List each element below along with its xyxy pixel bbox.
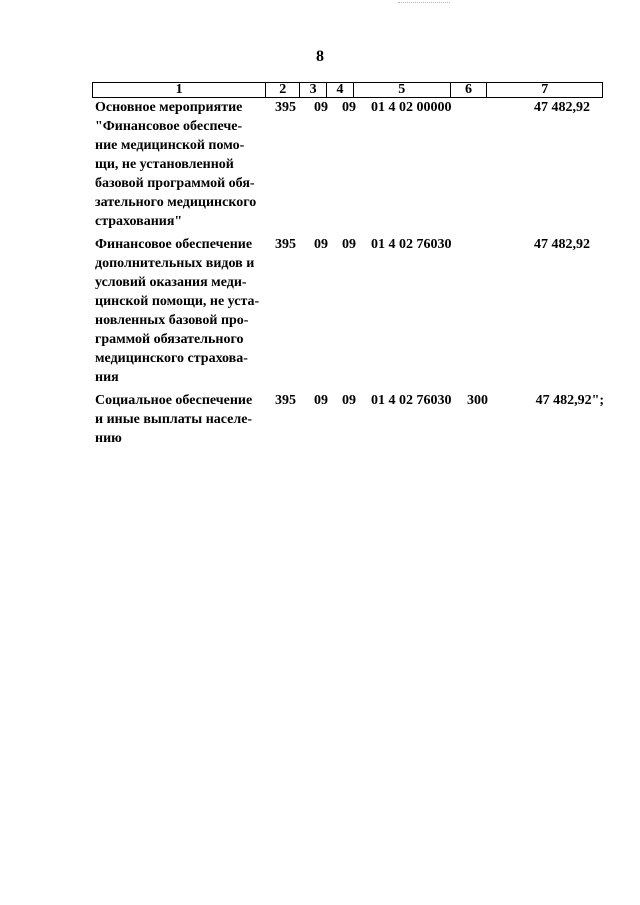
row-pr: 09 bbox=[342, 393, 356, 408]
header-col-4: 4 bbox=[327, 83, 354, 97]
header-col-7: 7 bbox=[541, 82, 549, 97]
row-rz: 09 bbox=[314, 393, 328, 408]
header-col-3: 3 bbox=[300, 83, 327, 97]
header-col-6: 6 bbox=[451, 83, 488, 97]
scan-mark bbox=[398, 2, 450, 5]
row-csr: 01 4 02 00000 bbox=[371, 100, 452, 115]
row-rz: 09 bbox=[314, 100, 328, 115]
row-name: Финансовое обеспечение дополнительных видов и условий оказания меди- цинской помощи, не уста- новленных базовой про- граммой обязательного медицинского страхова- ния bbox=[95, 237, 260, 385]
header-col-2: 2 bbox=[266, 83, 300, 97]
row-vr: 300 bbox=[467, 393, 488, 408]
row-grbs: 395 bbox=[275, 100, 296, 115]
row-name: Социальное обеспечение и иные выплаты населе- нию bbox=[95, 393, 253, 446]
table-header-row bbox=[92, 82, 603, 98]
header-col-5: 5 bbox=[354, 83, 451, 97]
row-pr: 09 bbox=[342, 100, 356, 115]
row-name: Основное мероприятие "Финансовое обеспече- ние медицинской помо- щи, не установленной базовой программой обя- зательного медицинского страхования" bbox=[95, 100, 257, 229]
row-amount: 47 482,92"; bbox=[535, 393, 604, 408]
page-number: 8 bbox=[316, 48, 324, 65]
row-csr: 01 4 02 76030 bbox=[371, 237, 452, 252]
row-pr: 09 bbox=[342, 237, 356, 252]
row-grbs: 395 bbox=[275, 237, 296, 252]
row-grbs: 395 bbox=[275, 393, 296, 408]
row-amount: 47 482,92 bbox=[534, 237, 590, 252]
header-col-1: 1 bbox=[93, 83, 266, 97]
row-amount: 47 482,92 bbox=[534, 100, 590, 115]
row-rz: 09 bbox=[314, 237, 328, 252]
row-csr: 01 4 02 76030 bbox=[371, 393, 452, 408]
